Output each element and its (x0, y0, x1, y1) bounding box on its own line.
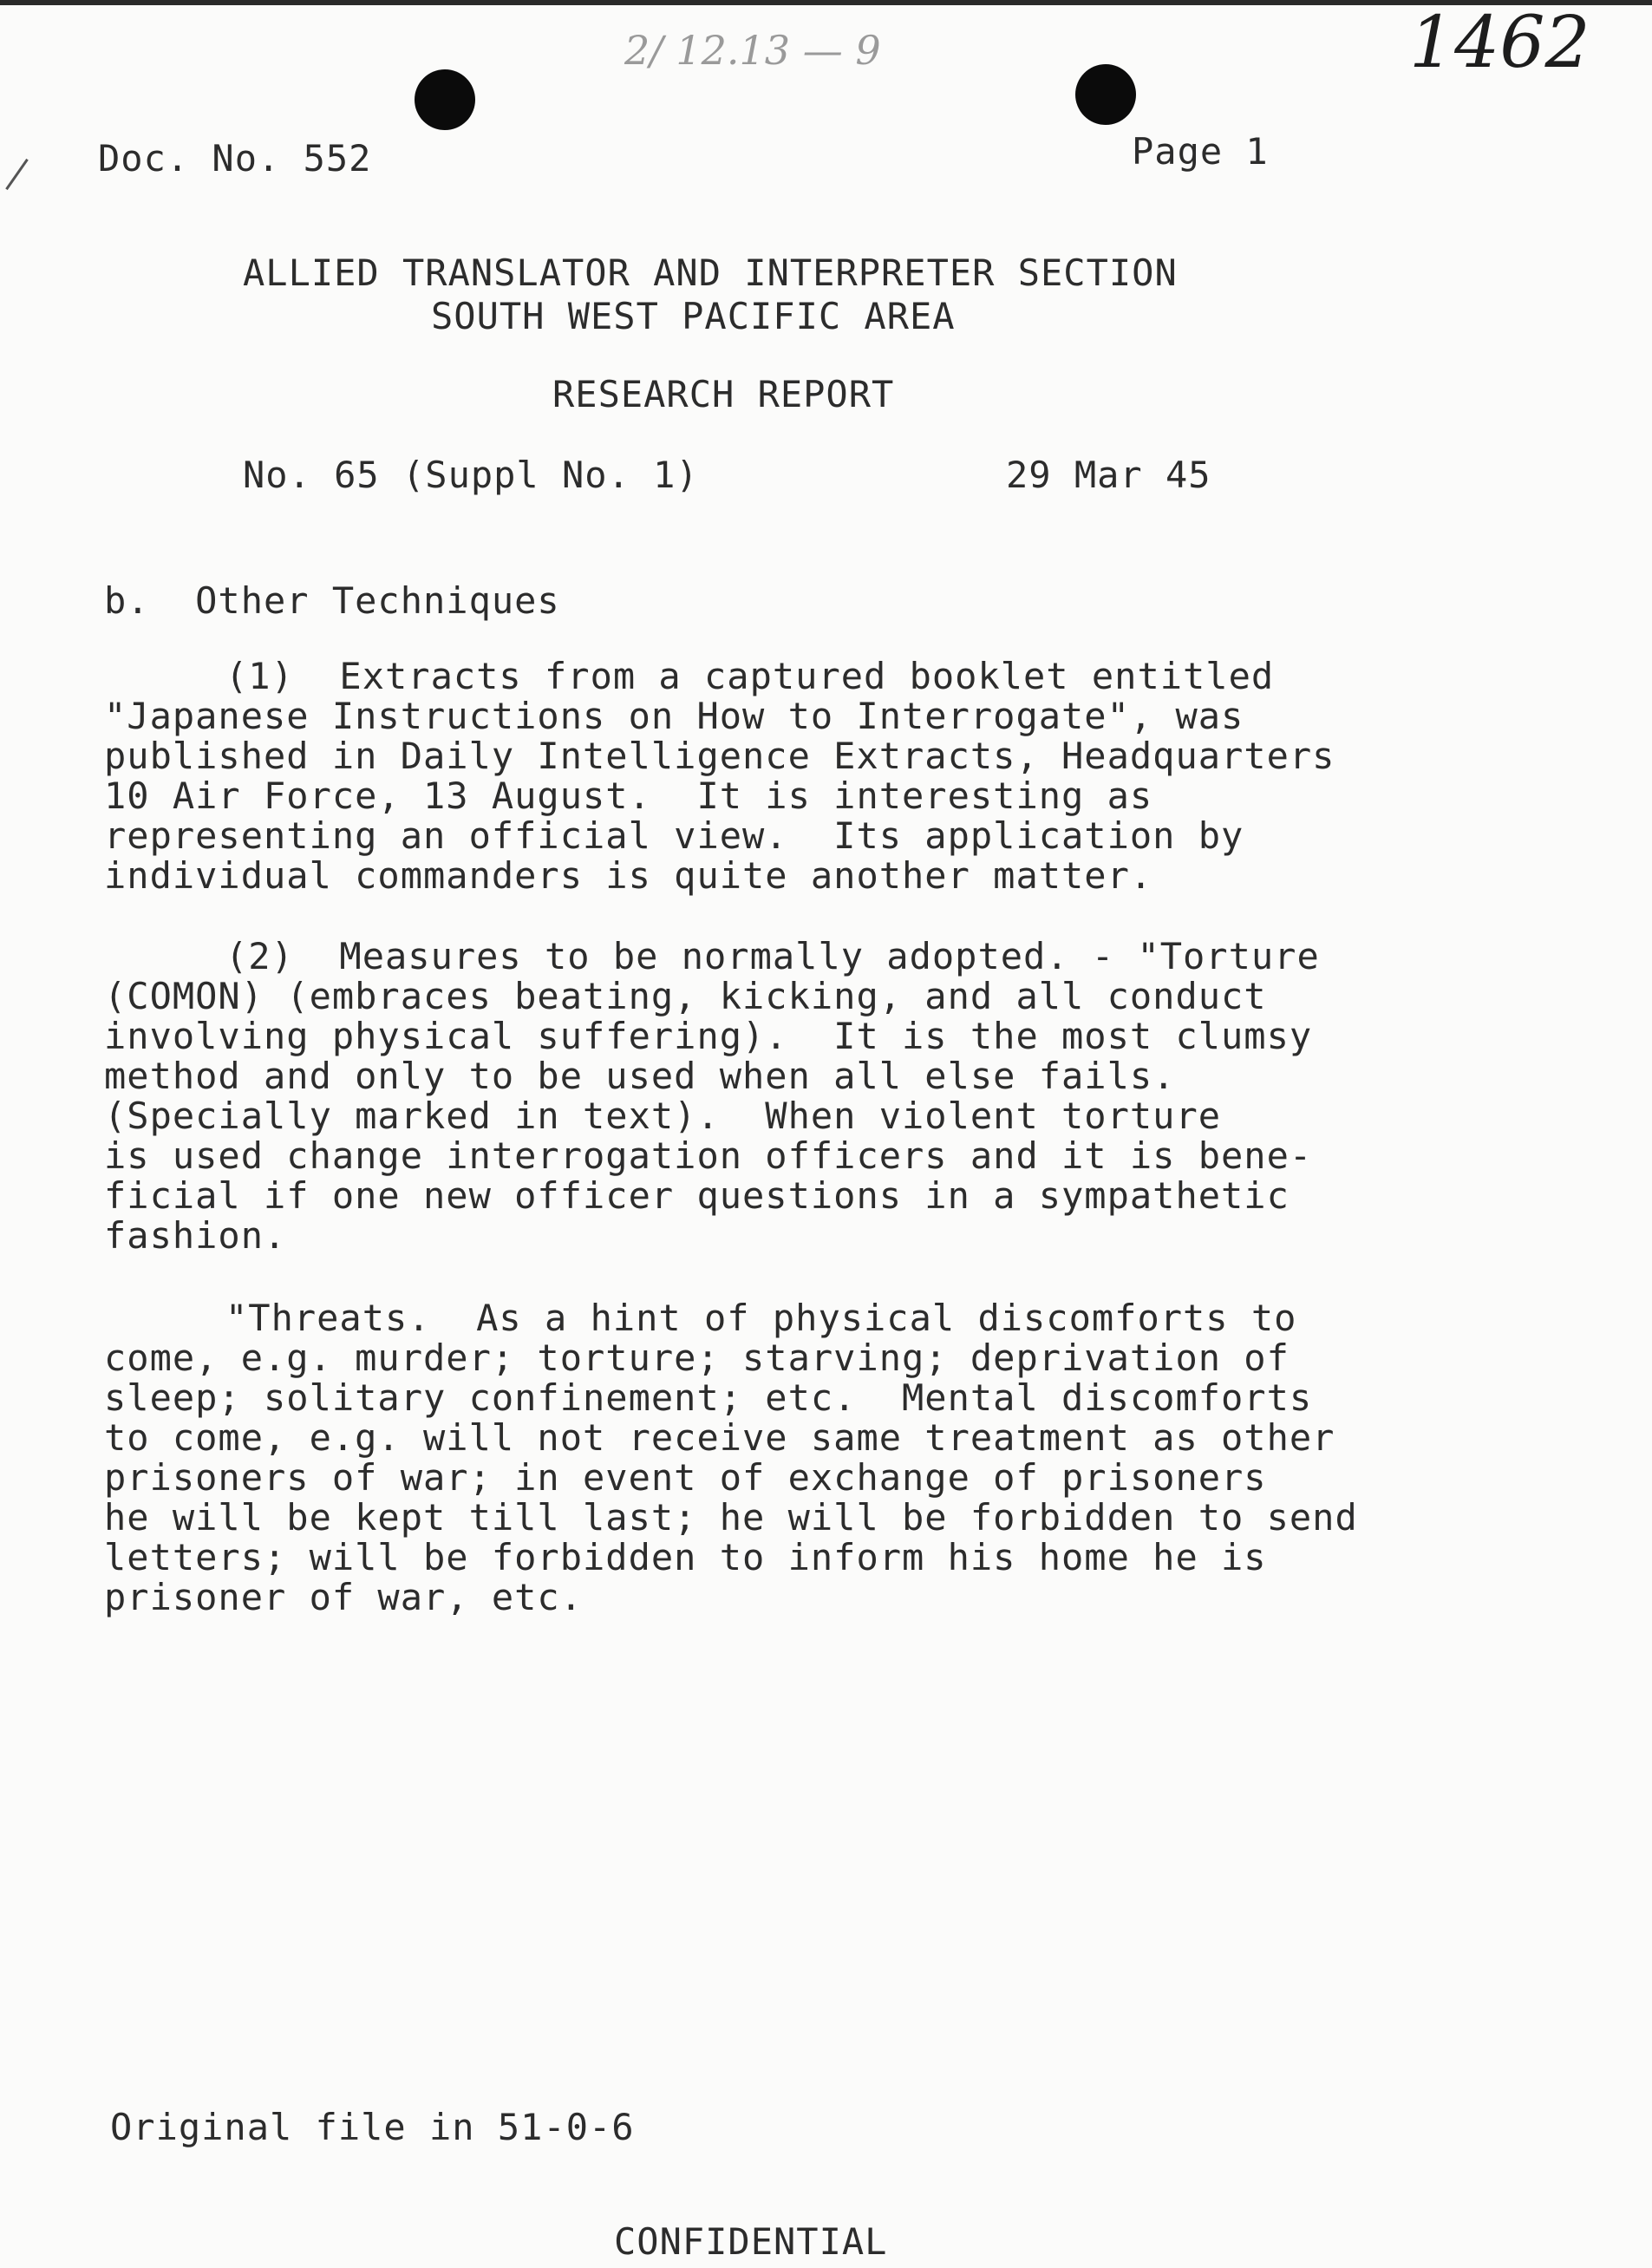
paragraph-3 (104, 1298, 1457, 1618)
paragraph-line: is used change interrogation officers and it is bene- (104, 1134, 1313, 1177)
punch-hole-left (415, 69, 475, 130)
report-date: 29 Mar 45 (1006, 454, 1211, 496)
paragraph-line: prisoners of war; in event of exchange of prisoners (104, 1456, 1267, 1499)
paragraph-line: (COMON) (embraces beating, kicking, and all conduct (104, 975, 1267, 1017)
paragraph-line: to come, e.g. will not receive same treatment as other (104, 1416, 1335, 1459)
paragraph-line: "Threats. As a hint of physical discomforts to (225, 1297, 1297, 1339)
paragraph-line: (Specially marked in text). When violent torture (104, 1095, 1222, 1137)
pencil-note: 2/ 12.13 — 9 (624, 27, 881, 74)
paragraph-line: individual commanders is quite another matter. (104, 854, 1153, 897)
paragraph-line: 10 Air Force, 13 August. It is interesting as (104, 775, 1153, 817)
paragraph-line: come, e.g. murder; torture; starving; deprivation of (104, 1337, 1290, 1379)
doc-number: Doc. No. 552 (98, 137, 372, 180)
paragraph-line: published in Daily Intelligence Extracts, Headquarters (104, 735, 1335, 777)
handwritten-number: 1462 (1409, 2, 1590, 84)
original-file-note: Original file in 51-0-6 (110, 2106, 635, 2148)
paragraph-line: ficial if one new officer questions in a sympathetic (104, 1174, 1290, 1217)
margin-mark (5, 159, 29, 190)
classification-label: CONFIDENTIAL (614, 2220, 888, 2263)
paragraph-line: (2) Measures to be normally adopted. - "Torture (225, 935, 1320, 977)
paragraph-line: "Japanese Instructions on How to Interrogate", was (104, 695, 1244, 737)
paragraph-line: representing an official view. Its application by (104, 814, 1244, 857)
paragraph-line: involving physical suffering). It is the most clumsy (104, 1015, 1313, 1057)
org-line-1: ALLIED TRANSLATOR AND INTERPRETER SECTION (243, 252, 1178, 294)
paragraph-line: method and only to be used when all else fails. (104, 1055, 1176, 1097)
report-title: RESEARCH REPORT (552, 373, 895, 415)
paragraph-2 (104, 937, 1457, 1256)
paragraph-1 (104, 657, 1457, 896)
paragraph-line: prisoner of war, etc. (104, 1576, 584, 1618)
page-number: Page 1 (1132, 130, 1269, 173)
report-number: No. 65 (Suppl No. 1) (243, 454, 699, 496)
paragraph-line: (1) Extracts from a captured booklet entitled (225, 655, 1275, 697)
scan-top-edge (0, 0, 1652, 5)
paragraph-line: letters; will be forbidden to inform his home he is (104, 1536, 1267, 1578)
paragraph-line: fashion. (104, 1214, 287, 1257)
org-line-2: SOUTH WEST PACIFIC AREA (431, 295, 956, 337)
section-heading: b. Other Techniques (104, 579, 560, 622)
paragraph-line: he will be kept till last; he will be forbidden to send (104, 1496, 1358, 1539)
paragraph-line: sleep; solitary confinement; etc. Mental discomforts (104, 1376, 1313, 1419)
punch-hole-right (1075, 64, 1136, 125)
